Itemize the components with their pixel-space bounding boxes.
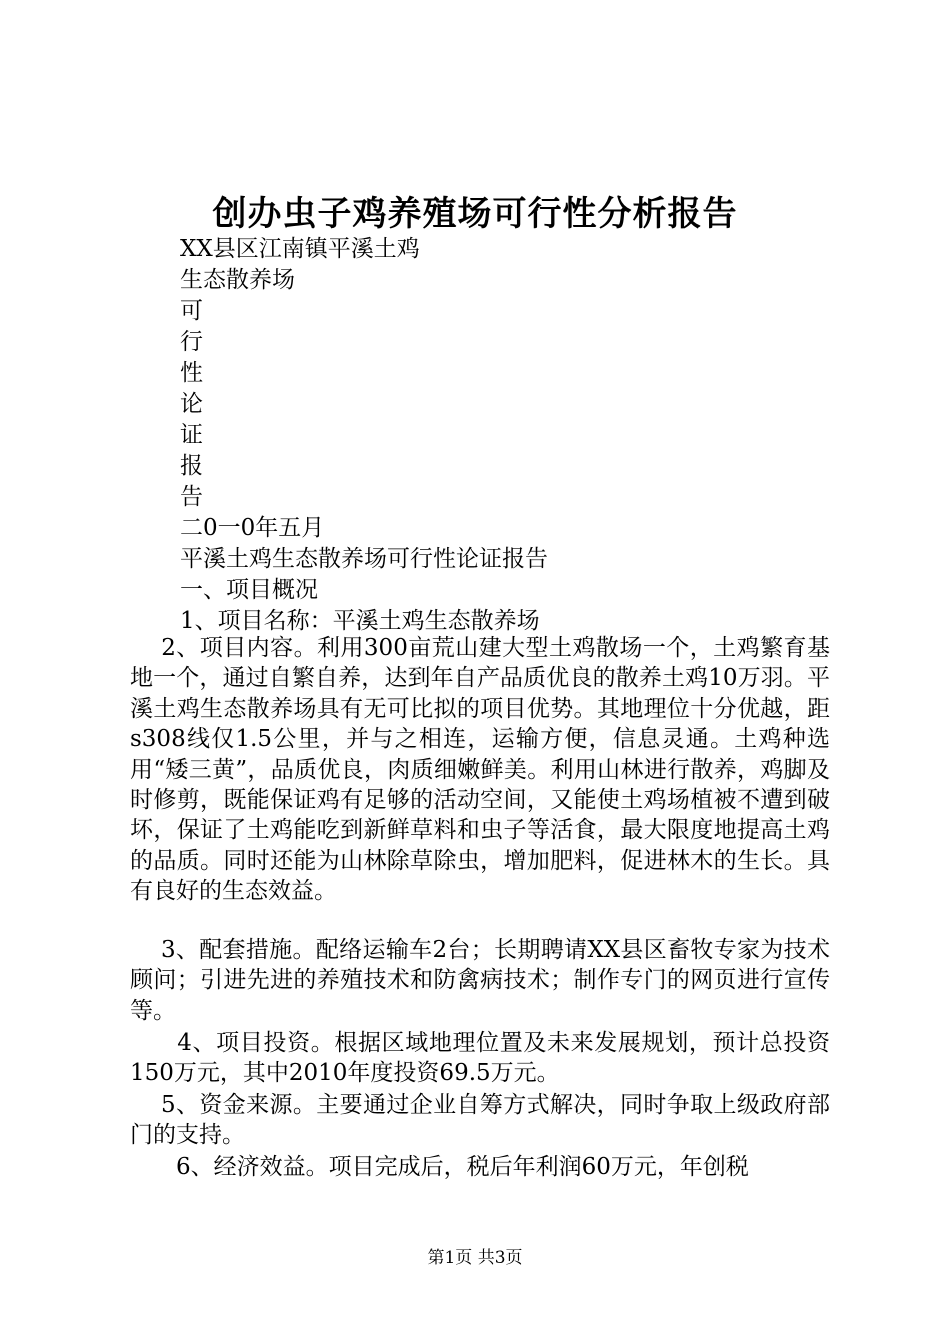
paragraph-project-content — [130, 633, 830, 907]
paragraph-text: 4、项目投资。根据区域地理位置及未来发展规划，预计总投资150万元，其中2010年度投资69.5万元。 — [130, 1030, 830, 1087]
section-heading: 一、项目概况 — [180, 577, 318, 603]
paragraph-text: 5、资金来源。主要通过企业自筹方式解决，同时争取上级政府部门的支持。 — [130, 1092, 830, 1149]
header-line: 行 — [180, 329, 203, 355]
header-line: 生态散养场 — [180, 267, 295, 293]
paragraph-supporting-measures — [130, 935, 830, 1026]
paragraph-funding — [130, 1090, 830, 1151]
header-line: 证 — [180, 422, 203, 448]
paragraph-economic-benefit — [130, 1152, 830, 1182]
paragraph-text: 3、配套措施。配络运输车2台；长期聘请XX县区畜牧专家为技术顾问；引进先进的养殖技术和防禽病技术；制作专门的网页进行宣传等。 — [130, 937, 830, 1024]
header-line: XX县区江南镇平溪土鸡 — [180, 236, 420, 262]
header-lines — [180, 234, 548, 637]
header-line: 可 — [180, 298, 203, 324]
header-line: 性 — [180, 360, 203, 386]
paragraph-investment — [130, 1028, 830, 1089]
paragraph-text: 2、项目内容。利用300亩荒山建大型土鸡散场一个，土鸡繁育基地一个，通过自繁自养，达到年自产品质优良的散养土鸡10万羽。平溪土鸡生态散养场具有无可比拟的项目优势。其地理位十分优越，距s308线仅1.5公里，并与之相连，运输方便，信息灵通。土鸡种选用“矮三黄”，品质优良，肉质细嫩鲜美。利用山林进行散养，鸡脚及时修剪，既能保证鸡有足够的活动空间，又能使土鸡场植被不遭到破坏，保证了土鸡能吃到新鲜草料和虫子等活食，最大限度地提高土鸡的品质。同时还能为山林除草除虫，增加肥料，促进林木的生长。具有良好的生态效益。 — [130, 635, 830, 905]
document-title: 创办虫子鸡养殖场可行性分析报告 — [212, 194, 738, 234]
report-subtitle: 平溪土鸡生态散养场可行性论证报告 — [180, 546, 548, 572]
header-line: 告 — [180, 484, 203, 510]
header-line: 论 — [180, 391, 203, 417]
header-line: 报 — [180, 453, 203, 479]
project-name-line: 1、项目名称：平溪土鸡生态散养场 — [180, 608, 540, 634]
page-footer: 第1页 共3页 — [427, 1248, 523, 1268]
date-line: 二0一0年五月 — [180, 515, 325, 541]
paragraph-text: 6、经济效益。项目完成后，税后年利润60万元，年创税 — [130, 1154, 749, 1180]
